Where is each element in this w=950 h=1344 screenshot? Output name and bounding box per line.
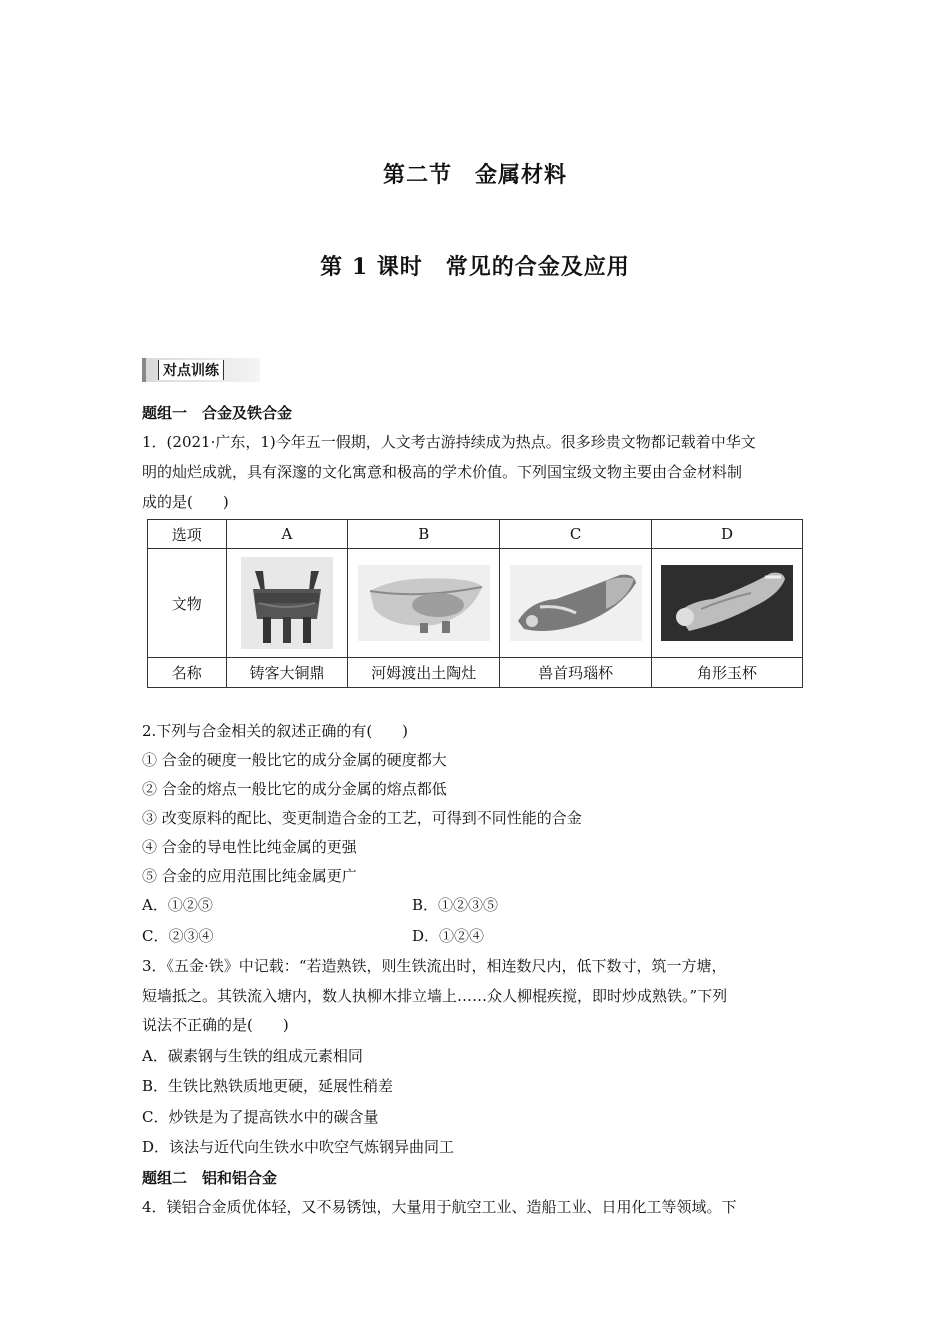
q3-option-b: B．生铁比熟铁质地更硬，延展性稍差	[142, 1077, 394, 1095]
q1-line: 1．(2021·广东，1)今年五一假期，人文考古游持续成为热点。很多珍贵文物都记载着中华文	[142, 433, 756, 451]
q2-option-a: A．①②⑤	[142, 896, 213, 914]
q3-line: 短墙抵之。其铁流入塘内，数人执柳木排立墙上……众人柳棍疾搅，即时炒成熟铁。”下列	[142, 987, 728, 1005]
option-a-header: A	[226, 520, 348, 549]
q2-item: ③ 改变原料的配比、变更制造合金的工艺，可得到不同性能的合金	[142, 809, 582, 827]
q2-option-d: D．①②④	[412, 927, 485, 945]
q4-line: 4．镁铝合金质优体轻，又不易锈蚀，大量用于航空工业、造船工业、日用化工等领域。下	[142, 1198, 737, 1216]
q3-option-a: A．碳素钢与生铁的组成元素相同	[142, 1047, 363, 1065]
q2-option-c: C．②③④	[142, 927, 214, 945]
section-tag	[142, 358, 260, 382]
option-c-name: 兽首玛瑙杯	[500, 658, 652, 688]
row-label-artifact: 文物	[148, 549, 227, 658]
row-label-option: 选项	[148, 520, 227, 549]
q3-line: 3．《五金·铁》中记载：“若造熟铁，则生铁流出时，相连数尺内，低下数寸，筑一方塘，	[142, 957, 727, 975]
artifact-table	[147, 519, 803, 688]
agate-cup-image	[510, 565, 642, 641]
lesson-title: 第 1 课时 常见的合金及应用	[320, 254, 630, 280]
q2-stem: 2.下列与合金相关的叙述正确的有( )	[142, 722, 409, 740]
section-tag-label: 对点训练	[158, 360, 224, 380]
q2-item: ① 合金的硬度一般比它的成分金属的硬度都大	[142, 751, 447, 769]
q2-item: ④ 合金的导电性比纯金属的更强	[142, 838, 357, 856]
chapter-title: 第二节 金属材料	[382, 162, 567, 188]
option-a-name: 铸客大铜鼎	[226, 658, 348, 688]
option-b-header: B	[348, 520, 500, 549]
q3-line: 说法不正确的是( )	[142, 1016, 289, 1034]
jade-cup-image	[661, 565, 793, 641]
option-d-header: D	[652, 520, 803, 549]
row-label-name: 名称	[148, 658, 227, 688]
option-b-name: 河姆渡出土陶灶	[348, 658, 500, 688]
option-c-header: C	[500, 520, 652, 549]
bronze-ding-image	[241, 557, 333, 649]
q2-item: ⑤ 合金的应用范围比纯金属更广	[142, 867, 357, 885]
group2-title: 题组二 铝和铝合金	[142, 1169, 278, 1187]
q1-line: 明的灿烂成就，具有深邃的文化寓意和极高的学术价值。下列国宝级文物主要由合金材料制	[142, 463, 743, 481]
q2-item: ② 合金的熔点一般比它的成分金属的熔点都低	[142, 780, 447, 798]
q1-line: 成的是( )	[142, 493, 229, 511]
group1-title: 题组一 合金及铁合金	[142, 404, 293, 422]
pottery-stove-image	[358, 565, 490, 641]
q3-option-c: C．炒铁是为了提高铁水中的碳含量	[142, 1108, 379, 1126]
q2-option-b: B．①②③⑤	[412, 896, 499, 914]
option-d-name: 角形玉杯	[652, 658, 803, 688]
q3-option-d: D．该法与近代向生铁水中吹空气炼钢异曲同工	[142, 1138, 455, 1156]
